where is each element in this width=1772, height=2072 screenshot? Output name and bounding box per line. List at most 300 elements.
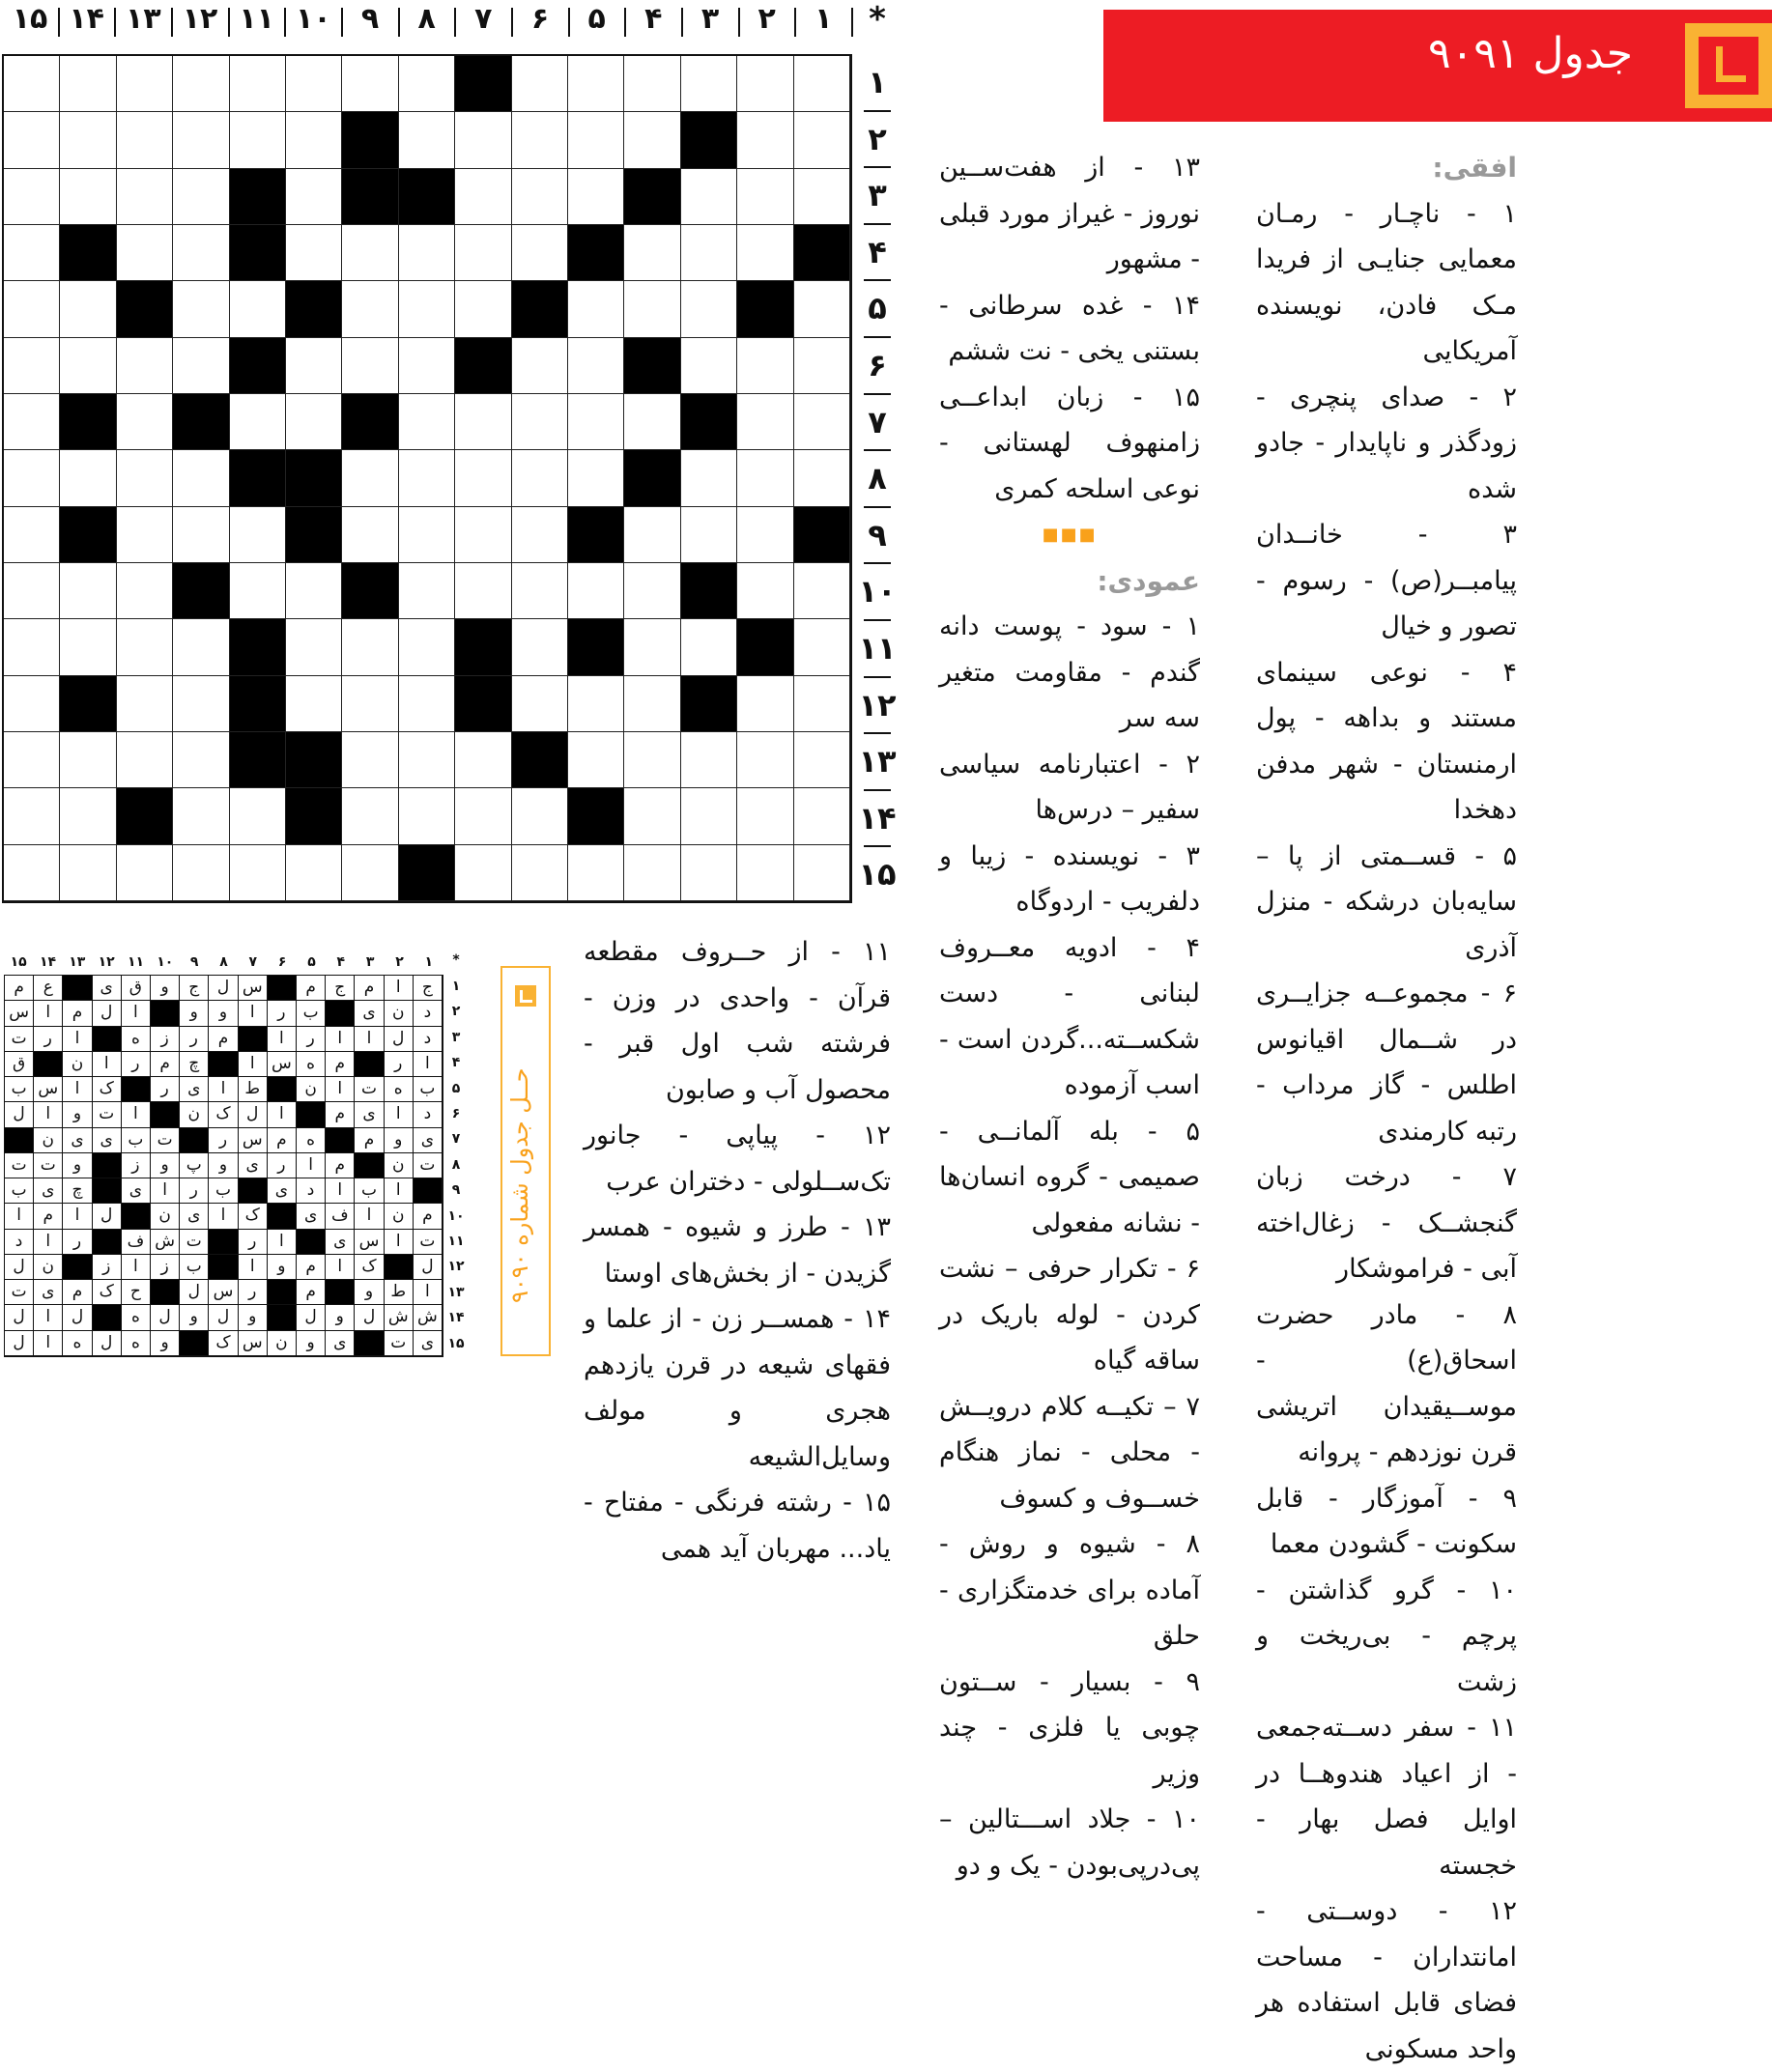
- horizontal-heading: افقی:: [1432, 152, 1517, 184]
- solution-cell: و: [151, 1331, 180, 1356]
- grid-cell: [512, 507, 568, 563]
- solution-cell: ت: [385, 1331, 414, 1356]
- grid-cell: [455, 563, 511, 619]
- solution-cell: ی: [414, 1128, 443, 1153]
- solution-cell: م: [297, 1255, 326, 1280]
- solution-cell: ی: [326, 1331, 355, 1356]
- solution-cell: ک: [209, 1102, 238, 1127]
- grid-cell: [230, 169, 286, 225]
- row-number: ۱۲: [858, 686, 897, 724]
- solution-cell: [34, 1052, 63, 1077]
- column-separator: [228, 8, 230, 37]
- grid-cell: [117, 845, 173, 901]
- solution-cell: ا: [122, 1102, 151, 1127]
- grid-cell: [681, 56, 737, 112]
- grid-cell: [512, 676, 568, 732]
- grid-cell: [681, 732, 737, 788]
- solution-cell: [326, 1128, 355, 1153]
- column-number: ۴: [644, 2, 663, 36]
- solution-cell: ل: [297, 1305, 326, 1330]
- horizontal-clue: ۷ - درخت زبان گنجشــک - زغال‌اخته آبی - فراموشکار: [1256, 1162, 1517, 1284]
- solution-cell: و: [151, 976, 180, 1001]
- vertical-clue: ۲ - اعتبارنامه سیاسی سفیر – درس‌ها: [939, 749, 1200, 825]
- solution-cell: ل: [5, 1102, 34, 1127]
- grid-cell: [117, 112, 173, 168]
- grid-cell: [230, 225, 286, 281]
- solution-cell: ب: [5, 1077, 34, 1102]
- row-separator: [864, 449, 891, 451]
- column-separator: [58, 8, 60, 37]
- solution-cell: ر: [268, 1153, 297, 1178]
- column-number: ۶: [530, 2, 550, 36]
- solution-cell: م: [326, 1102, 355, 1127]
- grid-cell: [4, 281, 60, 337]
- solution-cell: ت: [414, 1230, 443, 1255]
- grid-cell: [173, 450, 229, 506]
- grid-cell: [286, 732, 342, 788]
- solution-cell: ر: [180, 1178, 209, 1204]
- solution-label-box: [500, 966, 551, 1356]
- row-separator: [864, 789, 891, 791]
- solution-cell: ا: [34, 1001, 63, 1026]
- grid-cell: [794, 338, 850, 394]
- grid-cell: [681, 338, 737, 394]
- grid-cell: [60, 112, 116, 168]
- solution-logo-icon: [515, 985, 536, 1007]
- column-separator: [114, 8, 116, 37]
- solution-cell: ل: [209, 976, 238, 1001]
- solution-cell: ر: [268, 1001, 297, 1026]
- grid-cell: [342, 338, 398, 394]
- horizontal-clue: ۱۳ - از هفت‌ســین نوروز - غیراز مورد قبلی - مشهور: [939, 153, 1200, 274]
- solution-column-number: ۵: [307, 954, 316, 970]
- grid-cell: [512, 732, 568, 788]
- column-number: ۲: [757, 2, 776, 36]
- grid-cell: [455, 450, 511, 506]
- solution-cell: ه: [122, 1027, 151, 1052]
- grid-cell: [794, 281, 850, 337]
- solution-cell: ن: [297, 1077, 326, 1102]
- grid-cell: [342, 56, 398, 112]
- horizontal-clue: ۱۵ - زبان ابداعــی زامنهوف لهستانی - نوعی اسلحه کمری: [939, 382, 1200, 504]
- grid-cell: [455, 676, 511, 732]
- solution-cell: [180, 1331, 209, 1356]
- grid-cell: [4, 732, 60, 788]
- solution-cell: [297, 1102, 326, 1127]
- solution-column-number: ۷: [248, 954, 258, 970]
- solution-cell: [326, 1280, 355, 1305]
- solution-cell: ق: [5, 1052, 34, 1077]
- grid-cell: [230, 281, 286, 337]
- solution-column-number: ۴: [336, 954, 346, 970]
- grid-cell: [399, 112, 455, 168]
- grid-cell: [737, 112, 793, 168]
- grid-cell: [624, 338, 680, 394]
- column-separator: [681, 8, 683, 37]
- solution-row-number: ۵: [451, 1080, 461, 1096]
- row-separator: [864, 223, 891, 225]
- solution-cell: ه: [122, 1331, 151, 1356]
- grid-cell: [230, 112, 286, 168]
- grid-cell: [624, 56, 680, 112]
- solution-cell: [180, 1128, 209, 1153]
- grid-cell: [512, 56, 568, 112]
- grid-cell: [4, 112, 60, 168]
- grid-cell: [4, 676, 60, 732]
- column-separator: [171, 8, 173, 37]
- grid-cell: [399, 225, 455, 281]
- grid-cell: [455, 169, 511, 225]
- solution-cell: ا: [326, 1027, 355, 1052]
- horizontal-clue: ۱ - ناچـار - رمـان معمایی جنایـی از فریدا مـک فادن، نویسنده آمریکایی: [1256, 198, 1517, 366]
- grid-cell: [399, 676, 455, 732]
- grid-cell: [230, 394, 286, 450]
- solution-column-number: ۱: [424, 954, 434, 970]
- solution-cell: م: [326, 1052, 355, 1077]
- solution-cell: ر: [151, 1077, 180, 1102]
- solution-cell: ن: [385, 1153, 414, 1178]
- grid-cell: [173, 845, 229, 901]
- grid-cell: [286, 788, 342, 844]
- column-separator: [794, 8, 796, 37]
- solution-cell: د: [297, 1178, 326, 1204]
- solution-cell: م: [355, 1128, 384, 1153]
- horizontal-clue: ۱۱ - سفر دســته‌جمعی - از اعیاد هندوهــا در اوایل فصل بهار - خجسته: [1256, 1713, 1517, 1881]
- solution-cell: ح: [122, 1280, 151, 1305]
- solution-title: حــل جدول شماره ۹۰۹۰: [506, 1067, 533, 1303]
- solution-cell: س: [355, 1230, 384, 1255]
- solution-cell: [63, 976, 92, 1001]
- solution-row-number: ۹: [451, 1182, 461, 1199]
- grid-cell: [286, 169, 342, 225]
- solution-cell: ب: [297, 1001, 326, 1026]
- column-separator: [738, 8, 740, 37]
- solution-cell: [5, 1128, 34, 1153]
- grid-cell: [342, 169, 398, 225]
- grid-cell: [794, 845, 850, 901]
- solution-cell: و: [385, 1128, 414, 1153]
- solution-cell: [268, 1280, 297, 1305]
- solution-cell: و: [326, 1305, 355, 1330]
- solution-cell: ر: [122, 1052, 151, 1077]
- solution-cell: ل: [385, 1027, 414, 1052]
- grid-cell: [737, 169, 793, 225]
- row-number: ۱۰: [858, 573, 897, 610]
- grid-cell: [399, 563, 455, 619]
- solution-cell: ل: [93, 1331, 122, 1356]
- grid-cell: [568, 450, 624, 506]
- grid-cell: [230, 676, 286, 732]
- solution-cell: ل: [5, 1305, 34, 1330]
- grid-cell: [681, 281, 737, 337]
- grid-cell: [737, 450, 793, 506]
- solution-cell: و: [180, 1305, 209, 1330]
- solution-column-number: ۱۲: [98, 954, 115, 970]
- grid-cell: [681, 507, 737, 563]
- grid-cell: [399, 450, 455, 506]
- grid-cell: [4, 56, 60, 112]
- solution-cell: ا: [239, 1052, 268, 1077]
- solution-cell: چ: [63, 1178, 92, 1204]
- grid-cell: [455, 281, 511, 337]
- grid-cell: [512, 338, 568, 394]
- solution-cell: ا: [297, 1153, 326, 1178]
- solution-column-number: ۳: [365, 954, 375, 970]
- grid-cell: [794, 732, 850, 788]
- grid-cell: [173, 732, 229, 788]
- grid-cell: [399, 281, 455, 337]
- solution-cell: [93, 1178, 122, 1204]
- solution-cell: ف: [326, 1204, 355, 1229]
- section-separator: ■■■: [1042, 525, 1098, 545]
- grid-cell: [399, 394, 455, 450]
- row-number: ۵: [868, 290, 887, 327]
- solution-cell: ع: [34, 976, 63, 1001]
- grid-cell: [512, 788, 568, 844]
- solution-row-number: ۸: [451, 1156, 461, 1173]
- solution-cell: ت: [34, 1153, 63, 1178]
- grid-cell: [4, 619, 60, 675]
- solution-cell: ا: [239, 1001, 268, 1026]
- solution-cell: ا: [268, 1102, 297, 1127]
- solution-cell: ش: [385, 1305, 414, 1330]
- grid-cell: [60, 563, 116, 619]
- solution-row-number: ۳: [451, 1029, 461, 1045]
- solution-cell: س: [239, 1331, 268, 1356]
- solution-cell: ر: [209, 1128, 238, 1153]
- row-number: ۳: [868, 177, 887, 214]
- solution-cell: و: [209, 1001, 238, 1026]
- column-separator: [398, 8, 400, 37]
- vertical-clue: ۳ - نویسنده - زیبا و دلفریب - اردوگاه: [939, 840, 1200, 917]
- grid-cell: [794, 112, 850, 168]
- vertical-clue: ۷ – تکیــه کلام درویــش - محلی - نماز هنگام خســوف و کسوف: [939, 1391, 1200, 1514]
- solution-cell: ن: [268, 1331, 297, 1356]
- grid-cell: [568, 394, 624, 450]
- solution-cell: ر: [180, 1027, 209, 1052]
- grid-cell: [117, 619, 173, 675]
- grid-cell: [60, 676, 116, 732]
- grid-cell: [624, 732, 680, 788]
- horizontal-clue: ۳ - خانــدان پیامبــر(ص) - رسوم - تصور و خیال: [1256, 520, 1517, 641]
- grid-cell: [568, 169, 624, 225]
- grid-cell: [681, 169, 737, 225]
- grid-cell: [624, 394, 680, 450]
- solution-cell: ت: [355, 1077, 384, 1102]
- vertical-clue: ۱۲ - پیاپی - جانور تک‌ســلولی - دختران عرب: [584, 1121, 891, 1197]
- column-separator: [624, 8, 626, 37]
- grid-cell: [737, 281, 793, 337]
- grid-cell: [624, 169, 680, 225]
- solution-cell: ن: [34, 1128, 63, 1153]
- grid-cell: [286, 845, 342, 901]
- grid-cell: [737, 788, 793, 844]
- grid-cell: [399, 56, 455, 112]
- grid-cell: [455, 845, 511, 901]
- horizontal-clues-column: [1256, 145, 1517, 2072]
- column-separator: [284, 8, 286, 37]
- grid-cell: [230, 845, 286, 901]
- grid-cell: [512, 169, 568, 225]
- solution-cell: پ: [180, 1153, 209, 1178]
- grid-cell: [173, 281, 229, 337]
- horizontal-clue: ۶ - مجموعــه جزایــری در شــمال اقیانوس اطلس - گاز مرداب - رتبه کارمندی: [1256, 979, 1517, 1147]
- row-number: ۱: [868, 64, 887, 100]
- solution-cell: م: [268, 1128, 297, 1153]
- row-number: ۴: [868, 233, 887, 270]
- solution-cell: [297, 1230, 326, 1255]
- solution-cell: ا: [355, 1204, 384, 1229]
- solution-cell: [209, 1230, 238, 1255]
- solution-cell: ه: [122, 1305, 151, 1330]
- solution-cell: ه: [385, 1077, 414, 1102]
- grid-cell: [60, 845, 116, 901]
- row-separator: [864, 619, 891, 621]
- solution-cell: و: [63, 1102, 92, 1127]
- solution-cell: [268, 1077, 297, 1102]
- grid-cell: [117, 56, 173, 112]
- solution-cell: س: [5, 1001, 34, 1026]
- grid-cell: [4, 169, 60, 225]
- grid-cell: [60, 394, 116, 450]
- grid-cell: [230, 338, 286, 394]
- grid-cell: [737, 56, 793, 112]
- grid-cell: [737, 338, 793, 394]
- solution-cell: ل: [63, 1305, 92, 1330]
- column-separator: [568, 8, 570, 37]
- grid-cell: [794, 450, 850, 506]
- grid-cell: [60, 619, 116, 675]
- grid-cell: [794, 507, 850, 563]
- solution-cell: د: [5, 1230, 34, 1255]
- solution-cell: ز: [93, 1255, 122, 1280]
- solution-cell: ی: [63, 1128, 92, 1153]
- solution-cell: ا: [209, 1077, 238, 1102]
- grid-cell: [399, 732, 455, 788]
- grid-cell: [286, 338, 342, 394]
- solution-cell: ی: [93, 1128, 122, 1153]
- solution-cell: ا: [34, 1331, 63, 1356]
- solution-cell: ل: [5, 1255, 34, 1280]
- solution-cell: [93, 1230, 122, 1255]
- grid-cell: [230, 56, 286, 112]
- solution-cell: ل: [414, 1255, 443, 1280]
- grid-cell: [286, 112, 342, 168]
- solution-column-number: ۱۳: [69, 954, 86, 970]
- grid-cell: [286, 225, 342, 281]
- solution-cell: ت: [414, 1153, 443, 1178]
- solution-cell: و: [151, 1153, 180, 1178]
- horizontal-clue: ۲ - صدای پنچری - زودگذر و ناپایدار - جادو شده: [1256, 382, 1517, 504]
- solution-cell: ا: [63, 1027, 92, 1052]
- grid-cell: [512, 619, 568, 675]
- grid-cell: [342, 845, 398, 901]
- solution-cell: ا: [93, 1052, 122, 1077]
- grid-cell: [399, 619, 455, 675]
- grid-cell: [399, 507, 455, 563]
- vertical-clue: ۸ - شیوه و روش - آماده برای خدمتگزاری - حلق: [939, 1529, 1200, 1651]
- solution-cell: ر: [297, 1027, 326, 1052]
- grid-cell: [737, 732, 793, 788]
- row-number: ۸: [868, 460, 887, 497]
- solution-cell: ر: [239, 1280, 268, 1305]
- crossword-grid: [2, 54, 852, 903]
- solution-column-number: ۸: [219, 954, 228, 970]
- solution-cell: ا: [63, 1204, 92, 1229]
- solution-cell: ا: [122, 1255, 151, 1280]
- row-number: ۱۵: [858, 856, 897, 894]
- solution-cell: س: [34, 1077, 63, 1102]
- solution-cell: ک: [209, 1331, 238, 1356]
- solution-cell: [122, 1077, 151, 1102]
- grid-cell: [794, 394, 850, 450]
- grid-cell: [117, 676, 173, 732]
- row-number: ۱۴: [858, 799, 897, 837]
- solution-cell: ن: [151, 1204, 180, 1229]
- solution-column-number: ۱۴: [39, 954, 57, 970]
- solution-cell: ل: [151, 1305, 180, 1330]
- solution-cell: م: [63, 1001, 92, 1026]
- grid-cell: [455, 112, 511, 168]
- row-number: ۲: [868, 120, 887, 157]
- row-separator: [864, 279, 891, 281]
- horizontal-clue: ۴ - نوعی سینمای مستند و بداهه - پول ارمنستان - شهر مدفن دهخدا: [1256, 657, 1517, 825]
- solution-cell: ب: [355, 1178, 384, 1204]
- grid-cell: [230, 507, 286, 563]
- grid-cell: [512, 394, 568, 450]
- solution-cell: ج: [326, 976, 355, 1001]
- solution-cell: ا: [414, 1280, 443, 1305]
- column-separator: [511, 8, 513, 37]
- solution-cell: [93, 1153, 122, 1178]
- solution-cell: ل: [93, 1001, 122, 1026]
- solution-cell: ی: [355, 1102, 384, 1127]
- solution-column-number: ۱۵: [10, 954, 27, 970]
- grid-cell: [624, 281, 680, 337]
- vertical-clue: ۴ - ادویه معــروف لبنانی - دست شکســته...گردن است - اسب آزموده: [939, 932, 1200, 1100]
- row-separator: [864, 506, 891, 508]
- row-number: ۹: [868, 516, 887, 553]
- solution-cell: ا: [355, 1027, 384, 1052]
- grid-cell: [681, 225, 737, 281]
- solution-cell: ا: [414, 1052, 443, 1077]
- column-number: ۷: [474, 2, 493, 36]
- solution-cell: ا: [385, 1230, 414, 1255]
- solution-column-number: ۶: [277, 954, 287, 970]
- grid-cell: [794, 563, 850, 619]
- solution-cell: چ: [180, 1052, 209, 1077]
- solution-cell: و: [180, 1001, 209, 1026]
- solution-cell: ک: [355, 1255, 384, 1280]
- column-number: ۸: [417, 2, 436, 36]
- middle-clues-column: [939, 145, 1200, 1888]
- solution-row-number: ۴: [451, 1055, 461, 1071]
- vertical-clue: ۱۵ - رشته فرنگی - مفتاح - یاد... مهربان آید همی: [584, 1488, 891, 1564]
- grid-cell: [60, 507, 116, 563]
- solution-cell: ا: [34, 1230, 63, 1255]
- solution-column-number: ۱۱: [127, 954, 145, 970]
- solution-cell: ا: [63, 1077, 92, 1102]
- solution-row-number: ۱۰: [447, 1207, 465, 1224]
- grid-cell: [568, 507, 624, 563]
- grid-cell: [60, 169, 116, 225]
- solution-cell: ل: [209, 1305, 238, 1330]
- column-separator: [454, 8, 456, 37]
- grid-cell: [60, 281, 116, 337]
- solution-cell: ت: [5, 1027, 34, 1052]
- column-number: ۱۴: [69, 2, 104, 36]
- solution-cell: ب: [414, 1077, 443, 1102]
